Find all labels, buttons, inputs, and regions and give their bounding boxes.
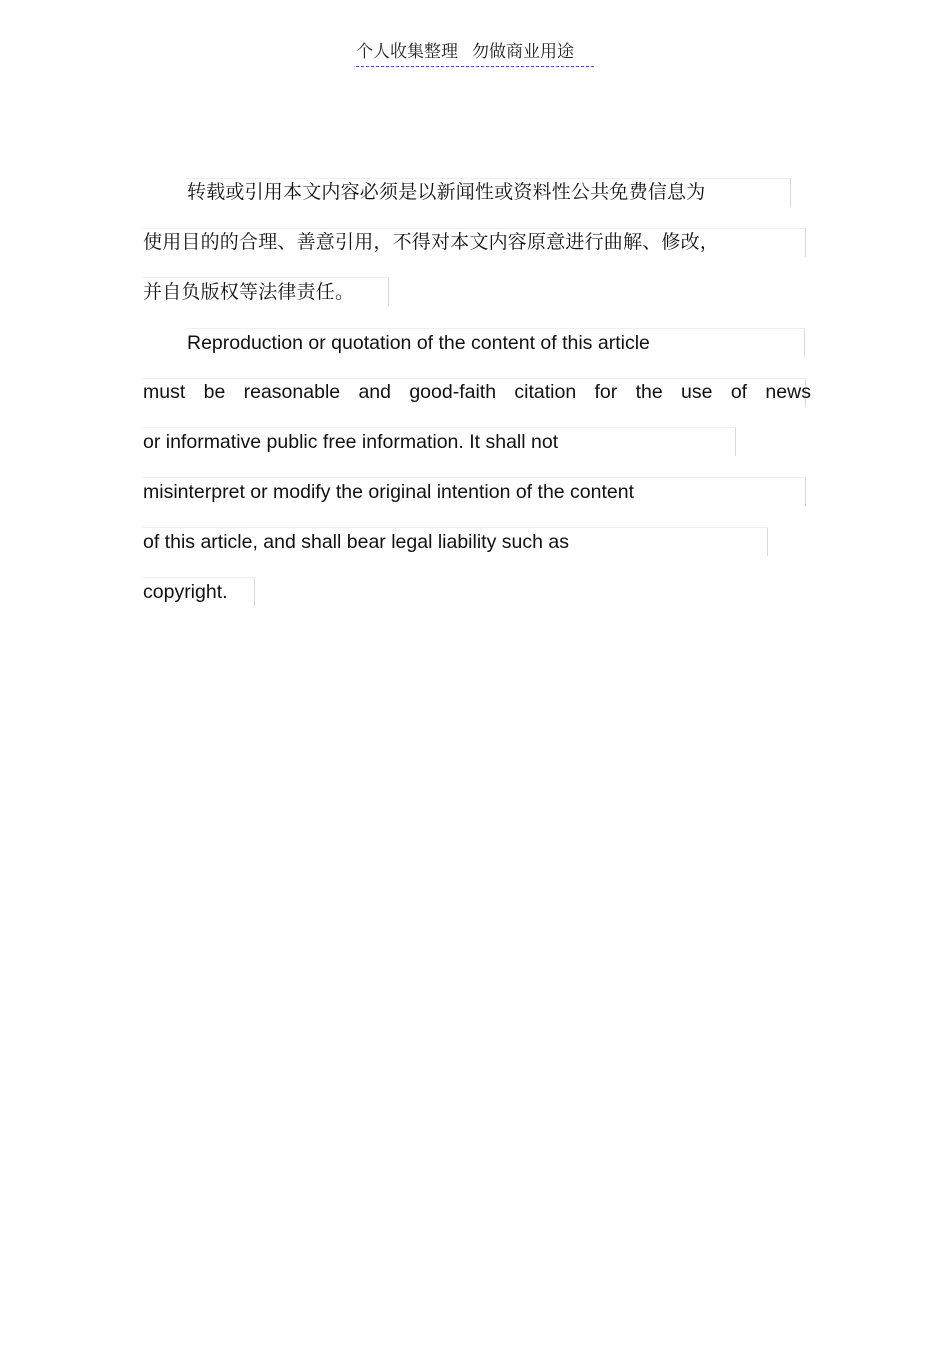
notice-en-line-3: or informative public free information. It shall not — [143, 431, 559, 453]
notice-en-line-6: copyright. — [143, 581, 228, 603]
notice-en-line-2-word: for — [594, 381, 618, 403]
notice-en-line-2-word: must — [143, 381, 186, 403]
notice-en-line-2-word: and — [358, 381, 391, 403]
header-right-text: 勿做商业用途 — [472, 42, 574, 62]
notice-en-line-5: of this article, and shall bear legal liability such as — [143, 531, 569, 553]
notice-en-line-2-word: of — [730, 381, 748, 403]
notice-en-line-2-word: news — [765, 381, 811, 403]
notice-en-line-2-word: be — [203, 381, 226, 403]
notice-en-line-1: Reproduction or quotation of the content of this article — [187, 332, 650, 354]
notice-en-line-2-word: good-faith — [409, 381, 497, 403]
notice-en-line-2-word: the — [635, 381, 663, 403]
notice-en-line-2 — [143, 378, 811, 406]
notice-cn-line-1: 转载或引用本文内容必须是以新闻性或资料性公共免费信息为 — [187, 181, 706, 203]
notice-en-line-2-word: reasonable — [243, 381, 341, 403]
header-left-text: 个人收集整理 — [356, 42, 458, 62]
notice-cn-line-3: 并自负版权等法律责任。 — [143, 281, 355, 303]
notice-en-line-2-word: use — [681, 381, 713, 403]
notice-en-line-2-word: citation — [514, 381, 577, 403]
notice-en-line-4: misinterpret or modify the original intention of the content — [143, 481, 635, 503]
page-header — [356, 40, 594, 67]
notice-cn-line-2: 使用目的的合理、善意引用，不得对本文内容原意进行曲解、修改， — [143, 231, 720, 253]
